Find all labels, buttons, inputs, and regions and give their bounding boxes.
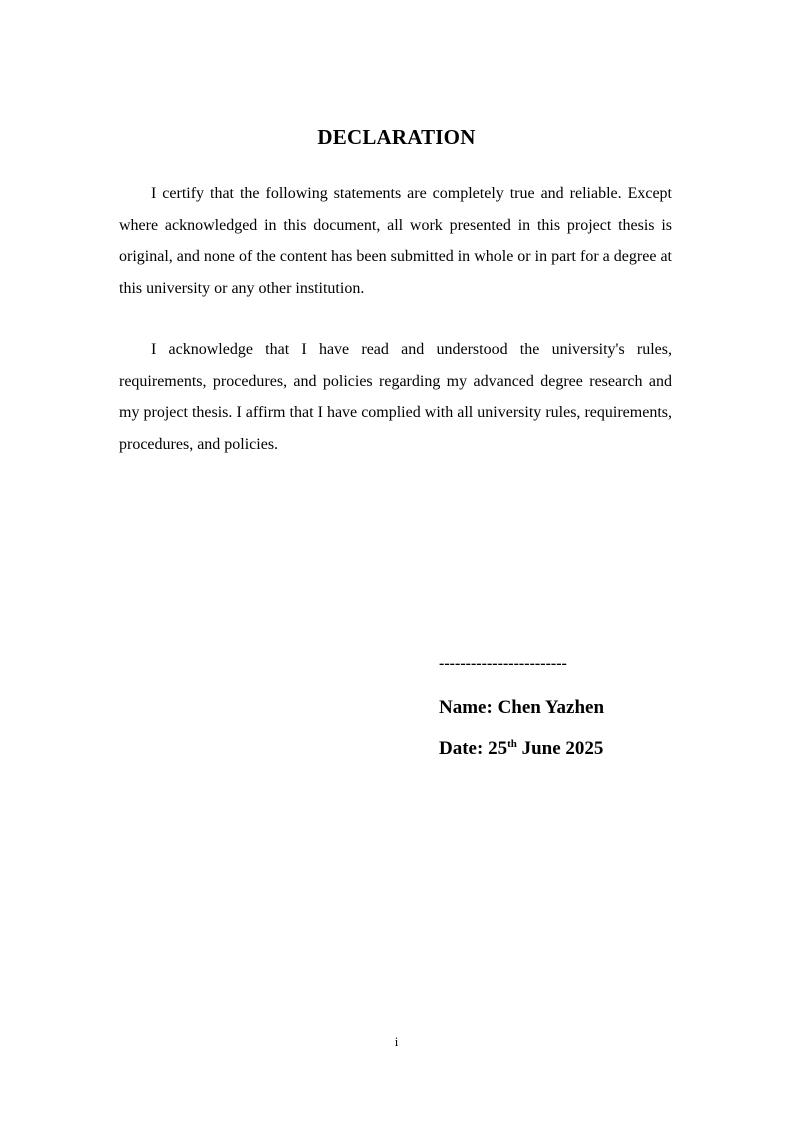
signature-line: ------------------------ [439,655,567,672]
name-label: Name: [439,697,493,718]
date-month-year: June 2025 [521,738,604,759]
page-title: DECLARATION [317,125,476,149]
name-field [439,697,739,721]
declaration-paragraph-2: I acknowledge that I have read and understood the university's rules, requirements, procedures, and policies regarding my advanced degree research and my project thesis. I affirm that I have complied with all university rules, requirements, procedures, and policies. [119,341,672,453]
name-value: Chen Yazhen [497,697,605,718]
date-day: 25 [488,738,508,759]
page-number: i [394,1034,399,1049]
signature-block [439,655,739,762]
date-label: Date: [439,738,484,759]
date-day-suffix: th [507,738,517,750]
date-field [439,738,739,762]
declaration-paragraph-1: I certify that the following statements are completely true and reliable. Except where acknowledged in this document, all work presented in this project thesis is original, and none of the content has been submitted in whole or in part for a degree at this university or any other institution. [119,185,672,297]
